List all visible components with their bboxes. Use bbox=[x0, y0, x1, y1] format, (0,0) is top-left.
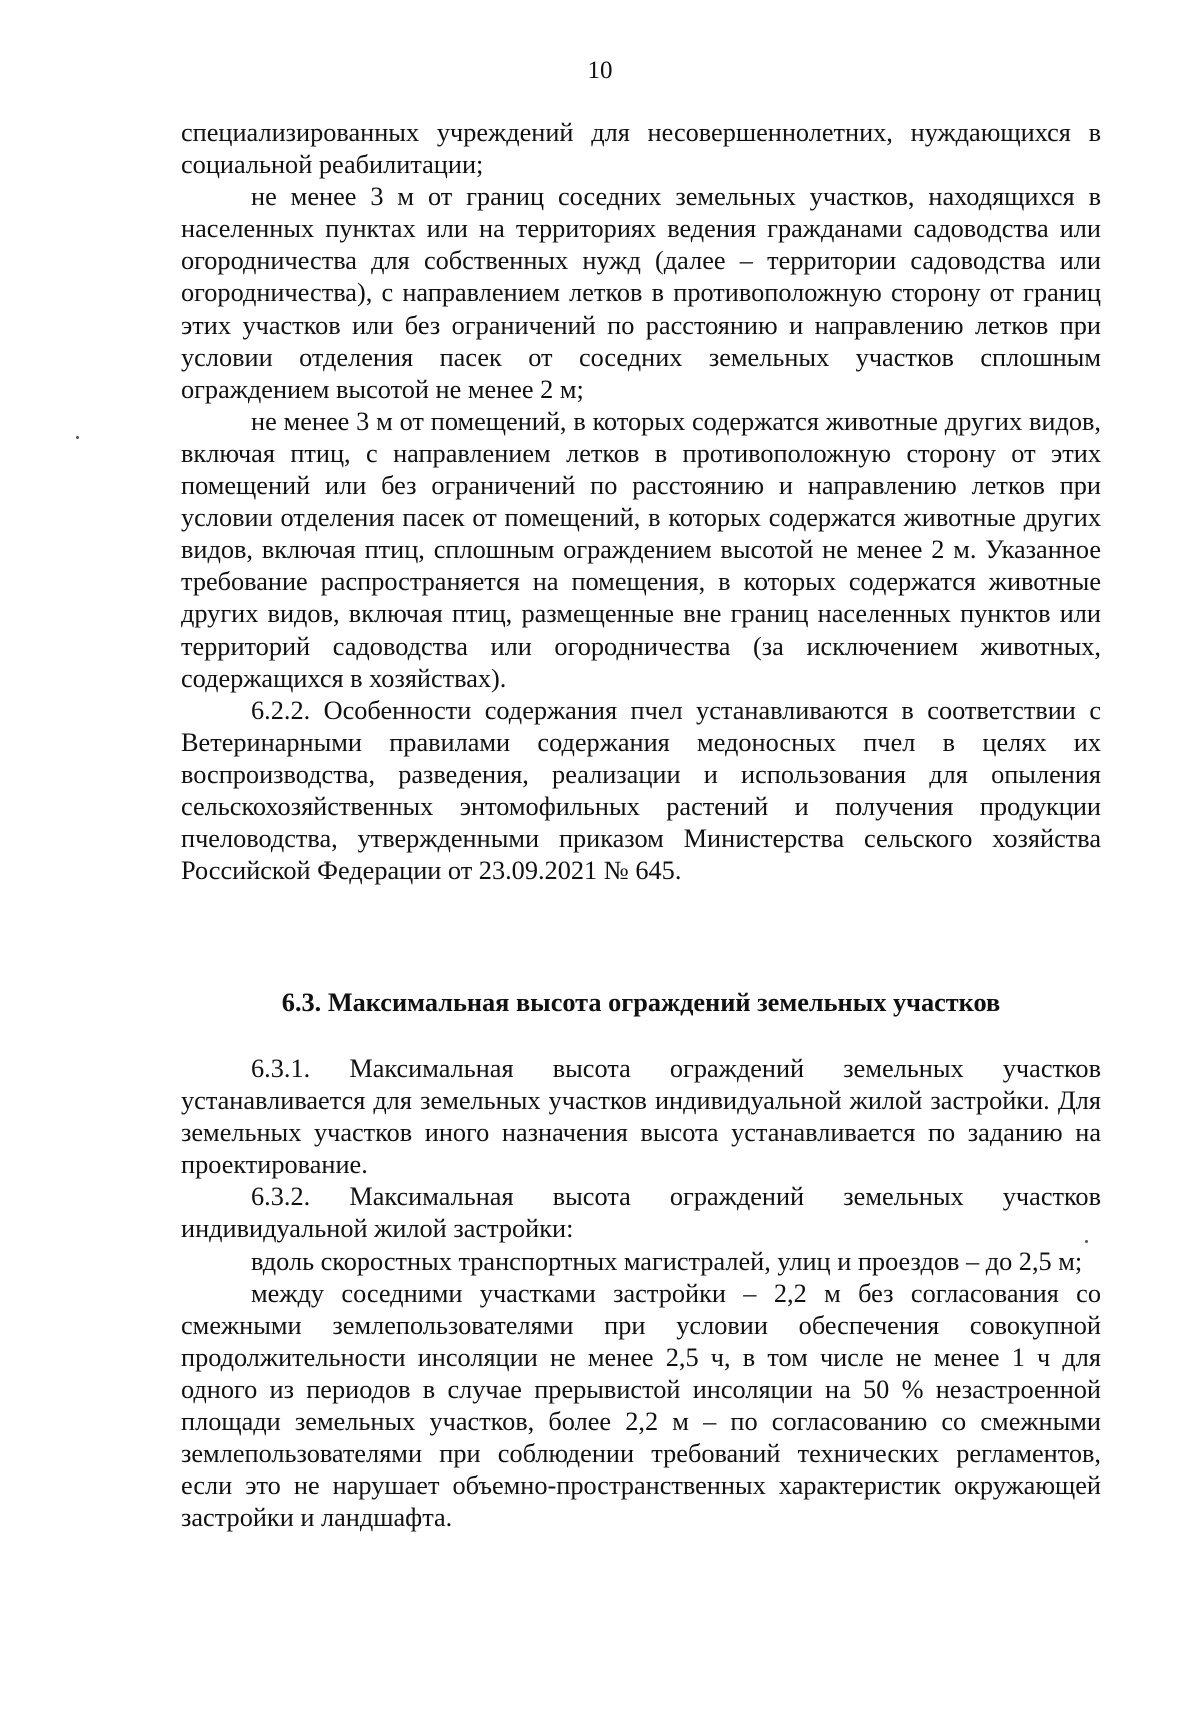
paragraph: 6.3.1. Максимальная высота ограждений земельных участков устанавливается для земельных участков индивидуальной жилой застройки. Для земельных участков иного назначения высота устанавливается по заданию на проектирование. bbox=[181, 1054, 1101, 1180]
body-text-bottom bbox=[181, 1053, 1101, 1534]
paragraph: 6.2.2. Особенности содержания пчел устанавливаются в соответствии с Ветеринарными правилами содержания медоносных пчел в целях их воспроизводства, разведения, реализации и использования для опыления сельскохозяйственных энтомофильных растений и получения продукции пчеловодства, утвержденными приказом Министерства сельского хозяйства Российской Федерации от 23.09.2021 № 645. bbox=[181, 695, 1101, 886]
page-number: 10 bbox=[587, 57, 613, 84]
paragraph: вдоль скоростных транспортных магистралей, улиц и проездов – до 2,5 м; bbox=[251, 1246, 1083, 1276]
paragraph: 6.3.2. Максимальная высота ограждений земельных участков индивидуальной жилой застройки: bbox=[181, 1182, 1101, 1244]
scan-speck bbox=[1085, 1240, 1088, 1243]
scan-speck bbox=[76, 436, 79, 439]
paragraph: между соседними участками застройки – 2,2 м без согласования со смежными землепользователями при условии обеспечения совокупной продолжительности инсоляции не менее 2,5 ч, в том числе не менее 1 ч для одного из периодов в случае прерывистой инсоляции на 50 % незастроенной площади земельных участков, более 2,2 м – по согласованию со смежными землепользователями при соблюдении требований технических регламентов, если это не нарушает объемно-пространственных характеристик окружающей застройки и ландшафта. bbox=[181, 1278, 1101, 1533]
body-text-top bbox=[181, 117, 1101, 887]
paragraph: специализированных учреждений для несовершеннолетних, нуждающихся в социальной реабилитации; bbox=[181, 118, 1101, 180]
paragraph: не менее 3 м от помещений, в которых содержатся животные других видов, включая птиц, с направлением летков в противоположную сторону от этих помещений или без ограничений по расстоянию и направлению летков при условии отделения пасек от помещений, в которых содержатся животные других видов, включая птиц, сплошным ограждением высотой не менее 2 м. Указанное требование распространяется на помещения, в которых содержатся животные других видов, включая птиц, размещенные вне границ населенных пунктов или территорий садоводства или огородничества (за исключением животных, содержащихся в хозяйствах). bbox=[181, 406, 1101, 693]
section-heading: 6.3. Максимальная высота ограждений земельных участков bbox=[281, 988, 1001, 1017]
paragraph: не менее 3 м от границ соседних земельных участков, находящихся в населенных пунктах или на территориях ведения гражданами садоводства или огородничества для собственных нужд (далее – территории садоводства или огородничества), с направлением летков в противоположную сторону от границ этих участков или без ограничений по расстоянию и направлению летков при условии отделения пасек от соседних земельных участков сплошным ограждением высотой не менее 2 м; bbox=[181, 182, 1101, 404]
